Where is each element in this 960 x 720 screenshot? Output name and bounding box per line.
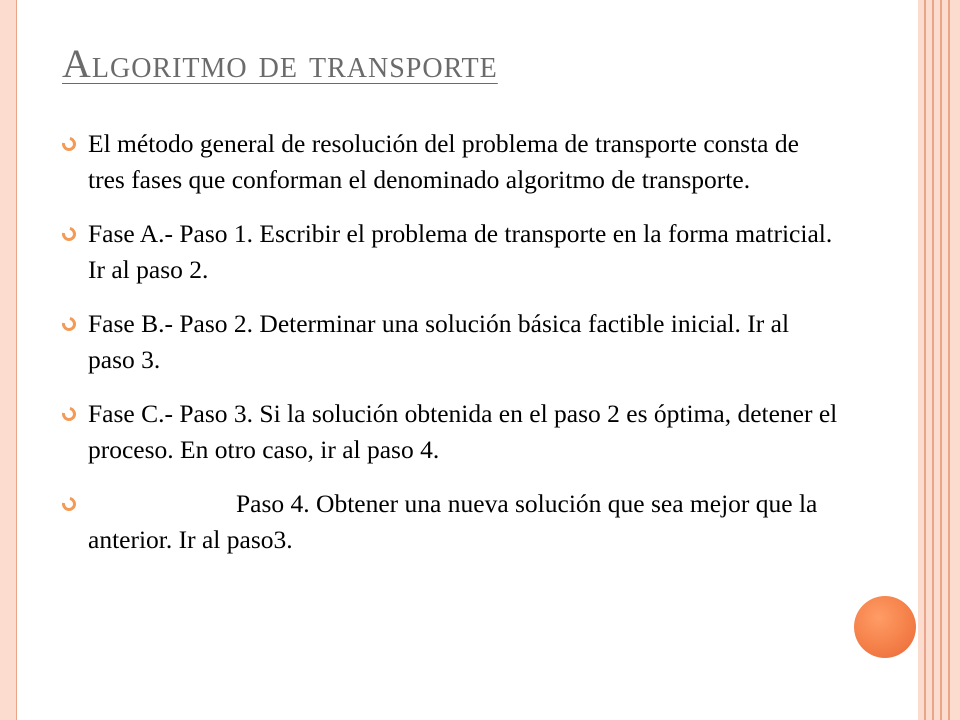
bullet-text: Fase C.- Paso 3. Si la solución obtenida en el paso 2 es óptima, detener el proceso. En otro caso, ir al paso 4. [88, 399, 838, 464]
bullet-circle-icon [59, 494, 78, 513]
frame-line [924, 0, 926, 720]
bullet-circle-icon [59, 314, 78, 333]
bullet-text: Fase A.- Paso 1. Escribir el problema de transporte en la forma matricial. Ir al paso 2. [88, 219, 833, 284]
bullet-text: Paso 4. Obtener una nueva solución que sea mejor que la anterior. Ir al paso3. [88, 489, 818, 554]
bullet-text: El método general de resolución del problema de transporte consta de tres fases que conforman el denominado algoritmo de transporte. [88, 129, 799, 194]
bullet-item [62, 126, 842, 198]
bullet-circle-icon [59, 134, 78, 153]
frame-line [948, 0, 950, 720]
bullet-item [62, 306, 842, 378]
bullet-text: Fase B.- Paso 2. Determinar una solución básica factible inicial. Ir al paso 3. [88, 309, 790, 374]
orange-orb-decoration [854, 596, 916, 658]
frame-line [932, 0, 934, 720]
bullet-item [62, 396, 842, 468]
bullet-item [62, 486, 842, 558]
bullet-circle-icon [59, 404, 78, 423]
right-frame-border [918, 0, 960, 720]
bullet-circle-icon [59, 224, 78, 243]
bullet-list [62, 126, 842, 576]
bullet-item [62, 216, 842, 288]
left-frame-border [0, 0, 17, 720]
frame-line [940, 0, 942, 720]
slide-title: Algoritmo de transporte [62, 41, 498, 86]
